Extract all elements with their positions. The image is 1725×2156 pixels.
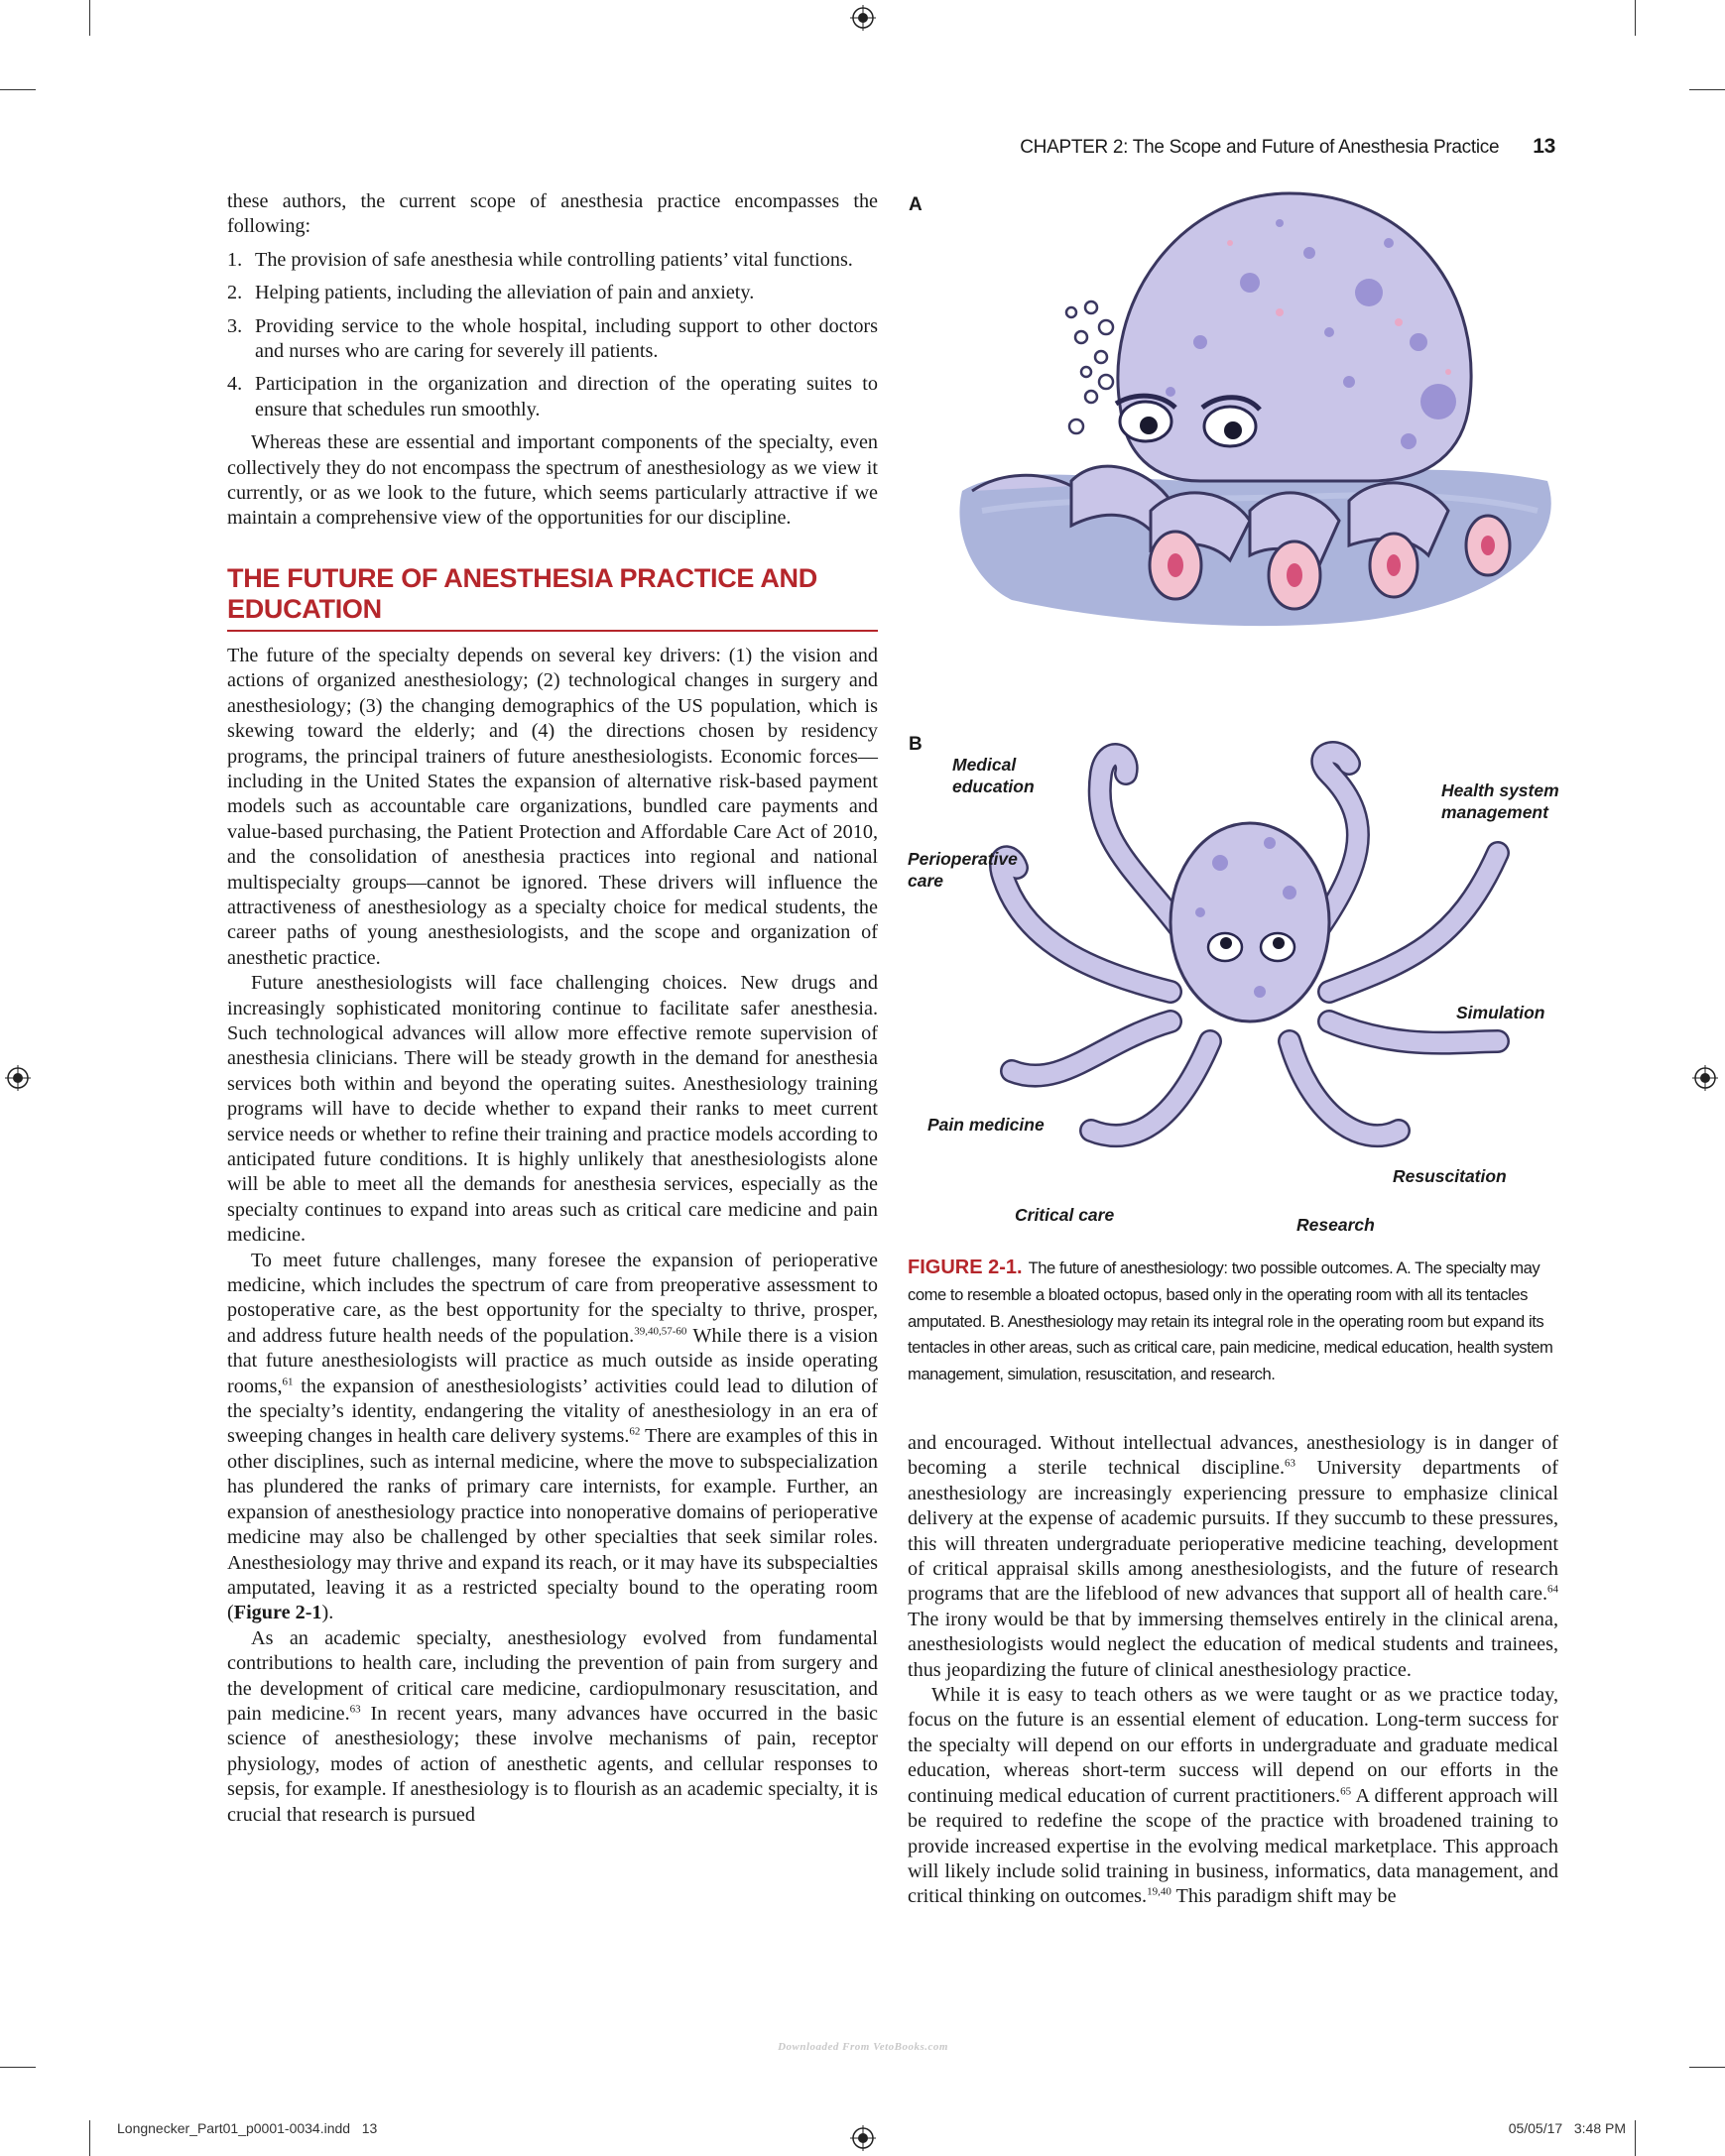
paragraph: Future anesthesiologists will face challenging choices. New drugs and increasingly sophisticated monitoring continue to facilitate safer anesthesia. Such technological advances will allow more effective remote supervision of anesthesia clinicians. There will be steady growth in the demand for anesthesia services both within and beyond the operating suites. Anesthesiology training programs will have to decide whether to expand their ranks to meet current service needs or whether to refine their training and practice models according to anticipated future conditions. It is highly unlikely that anesthesiologists alone will be able to meet all the demands for anesthesia services, especially as the specialty continues to expand into areas such as critical care medicine and pain medicine. xyxy=(227,972,878,1247)
paragraph: While it is easy to teach others as we were taught or as we practice today, focus on the future is an essential element of education. Long-term success for the specialty will depend on our efforts in undergraduate and graduate medical education, whereas short-term success will depend on our efforts in the continuing medical education of current practitioners.$^{65}$ A different approach will be required to redefine the scope of the practice with broadened training to provide increased expertise in the evolving medical marketplace. This approach will likely include solid training in business, informatics, data management, and critical thinking on outcomes.$^{19,40}$ This paradigm shift may be xyxy=(908,1684,1558,1908)
label-medical-education: Medical education xyxy=(952,755,1035,796)
list-item: 4. Participation in the organization and direction of the operating suites to ensure that schedules run smoothly. xyxy=(227,373,878,420)
label-perioperative-care: Perioperative care xyxy=(908,849,1018,891)
citation: 61 xyxy=(282,1375,294,1387)
label-pain-medicine: Pain medicine xyxy=(927,1115,1045,1135)
chapter-title: CHAPTER 2: The Scope and Future of Anesthesia Practice xyxy=(1020,137,1500,158)
citation: 39,40,57-60 xyxy=(634,1325,687,1338)
list-item: 3. Providing service to the whole hospital, including support to other doctors and nurses who are caring for severely ill patients. xyxy=(227,314,878,363)
footer-timestamp: 05/05/17 3:48 PM xyxy=(1508,2120,1626,2136)
paragraph: The future of the specialty depends on several key drivers: (1) the vision and actions of organized anesthesiology; (2) technological changes in surgery and anesthesiology; (3) the changing demographics of the US population, which is skewing toward the elderly; and (4) the directions chosen by residency programs, the principal trainers of future anesthesiologists. Economic forces—including in the United States the expansion of alternative risk-based payment models such as accountable care organizations, bundled care payments and value-based purchasing, the Patient Protection and Affordable Care Act of 2010, and the consolidation of anesthesia practices into regional and national multispecialty groups—cannot be ignored. These drivers will influence the attractiveness of anesthesiology as a specialty choice for medical students, the career paths of young anesthesiologists, and the scope and organization of anesthetic practice. xyxy=(227,644,878,969)
figure-reference: Figure 2-1 xyxy=(233,1602,322,1624)
watermark: Downloaded From VetoBooks.com xyxy=(778,2041,948,2053)
crop-mark xyxy=(1689,2067,1725,2068)
caption-text: The future of anesthesiology: two possible outcomes. A. The specialty may come to resemble a bloated octopus, based only in the operating room with all its tentacles amputated. B. Anesthesiology may retain its integral role in the operating room but expand its tentacles in other areas, such as critical care, pain medicine, medical education, health system management, simulation, resuscitation, and research. xyxy=(908,1258,1553,1384)
citation: 19,40 xyxy=(1147,1885,1171,1898)
intro-paragraph: these authors, the current scope of anesthesia practice encompasses the following: xyxy=(227,190,878,238)
crop-mark xyxy=(0,89,36,90)
page-number: 13 xyxy=(1533,135,1555,158)
section-heading: THE FUTURE OF ANESTHESIA PRACTICE AND EDUCATION xyxy=(227,563,878,632)
scope-list xyxy=(227,248,878,422)
registration-mark-icon xyxy=(5,1065,31,1091)
crop-mark xyxy=(1689,89,1725,90)
paragraph: and encouraged. Without intellectual advances, anesthesiology is in danger of becoming a sterile technical discipline.$^{63}$ University departments of anesthesiology are increasingly experiencing pressure to emphasize clinical delivery at the expense of academic pursuits. If they succumb to these pressures, this will threaten undergraduate perioperative medicine teaching, development of critical appraisal skills among anesthesiologists, and the future of research programs that are the lifeblood of new advances that support all of health care.$^{64}$ The irony would be that by immersing themselves entirely in the clinical arena, anesthesiologists would neglect the education of medical students and trainees, thus jeopardizing the future of clinical anesthesiology practice. xyxy=(908,1432,1559,1681)
citation: 62 xyxy=(629,1425,641,1438)
left-column xyxy=(227,189,878,1828)
figure-label: FIGURE 2-1. xyxy=(908,1257,1023,1278)
running-head xyxy=(992,135,1555,159)
crop-mark xyxy=(89,0,90,36)
paragraph: To meet future challenges, many foresee the expansion of perioperative medicine, which includes the spectrum of care from preoperative assessment to postoperative care, as the best opportunity for the specialty to thrive, prosper, and address future health needs of the population.$^{39,40,57-60}$ While there is a vision that future anesthesiologists will practice as much outside as inside operating rooms,$^{61}$ the expansion of anesthesiologists’ activities could lead to dilution of the specialty’s identity, endangering the vitality of anesthesiology in an era of sweeping changes in health care delivery systems.$^{62}$ There are examples of this in other disciplines, such as internal medicine, where the move to subspecialization has plundered the ranks of primary care internists, for example. Further, an expansion of anesthesiology practice into nonoperative domains of perioperative medicine may also be challenged by other specialties that seek similar roles. Anesthesiology may thrive and expand its reach, or it may have its subspecialties amputated, leaving it as a restricted specialty bound to the operating room (Figure 2-1). xyxy=(227,1249,878,1624)
right-column xyxy=(908,1431,1558,1910)
citation: 65 xyxy=(1340,1784,1352,1797)
label-critical-care: Critical care xyxy=(1015,1205,1115,1225)
list-item: 1. The provision of safe anesthesia while controlling patients’ vital functions. xyxy=(227,248,853,271)
crop-mark xyxy=(1635,0,1636,36)
panel-a-label: A xyxy=(909,194,923,215)
label-research: Research xyxy=(1296,1215,1375,1235)
citation: 63 xyxy=(1285,1457,1296,1470)
citation: 64 xyxy=(1547,1583,1558,1596)
paragraph: As an academic specialty, anesthesiology evolved from fundamental contributions to health care, including the prevention of pain from surgery and the development of critical care medicine, cardiopulmonary resuscitation, and pain medicine.$^{63}$ In recent years, many advances have occurred in the basic science of anesthesiology; these involve mechanisms of pain, receptor physiology, modes of action of anesthetic agents, and cellular responses to sepsis, for example. If anesthesiology is to flourish as an academic specialty, it is crucial that research is pursued xyxy=(227,1626,878,1826)
crop-mark xyxy=(89,2120,90,2156)
registration-mark-icon xyxy=(850,5,876,31)
footer-file-info: Longnecker_Part01_p0001-0034.indd 13 xyxy=(117,2120,378,2136)
crop-mark xyxy=(0,2067,36,2068)
panel-b-label: B xyxy=(909,734,923,755)
label-health-system-management: Health system management xyxy=(1441,780,1559,822)
registration-mark-icon xyxy=(1692,1065,1718,1091)
paragraph: Whereas these are essential and important components of the specialty, even collectively they do not encompass the spectrum of anesthesiology as we view it currently, or as we look to the future, which seems particularly attractive if we maintain a comprehensive view of the opportunities for our discipline. xyxy=(227,431,878,530)
label-simulation: Simulation xyxy=(1456,1003,1545,1022)
figure-caption xyxy=(908,1255,1557,1388)
list-item: 2. Helping patients, including the alleviation of pain and anxiety. xyxy=(227,282,755,304)
citation: 63 xyxy=(349,1703,361,1716)
label-resuscitation: Resuscitation xyxy=(1393,1166,1507,1186)
registration-mark-icon xyxy=(850,2125,876,2151)
bloated-octopus-illustration xyxy=(952,183,1567,640)
crop-mark xyxy=(1635,2120,1636,2156)
